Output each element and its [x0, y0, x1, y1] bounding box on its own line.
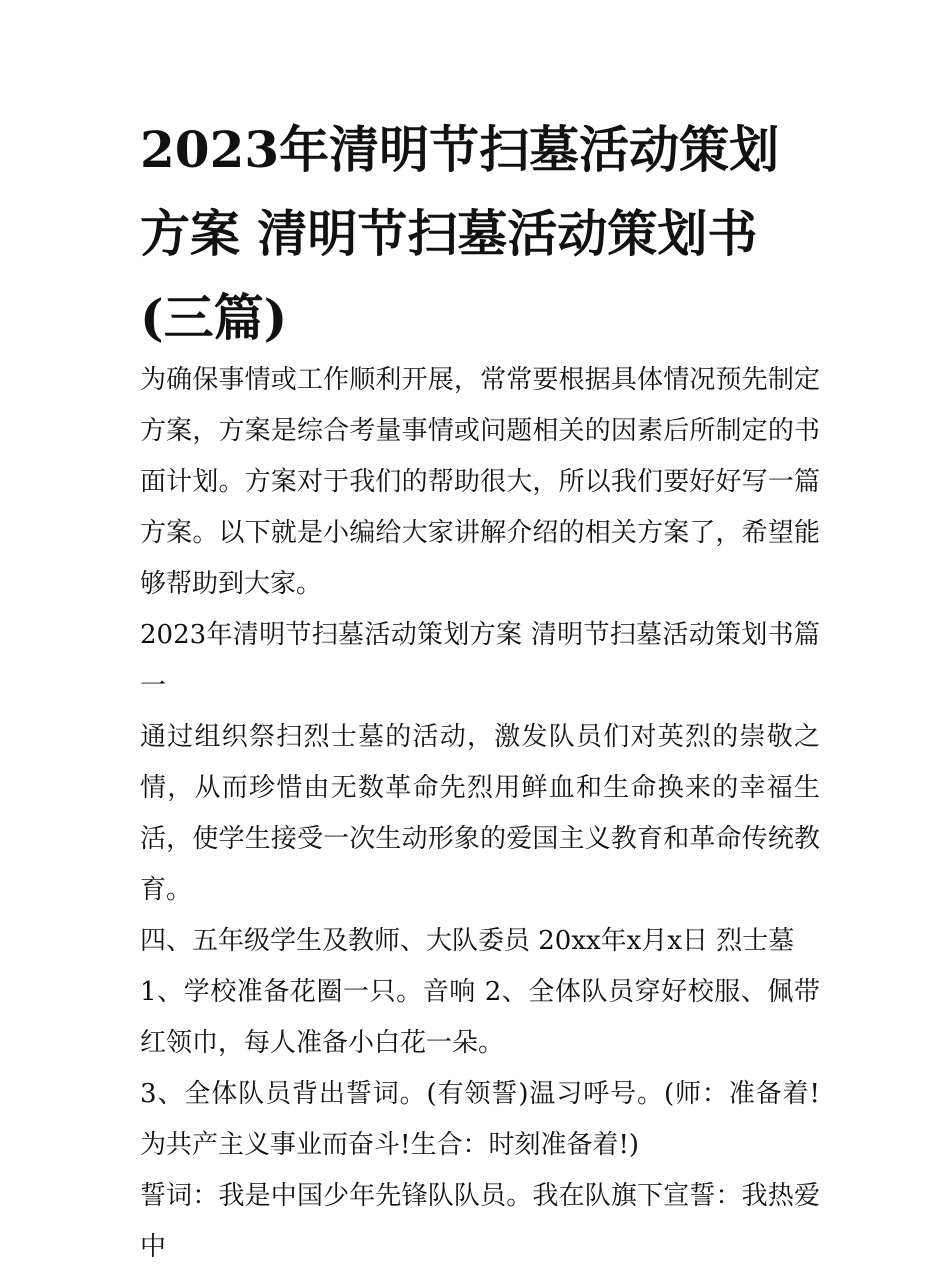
oath-paragraph: 誓词：我是中国少年先锋队队员。我在队旗下宣誓：我热爱中 — [140, 1181, 820, 1262]
document-body — [140, 355, 820, 1273]
purpose-paragraph: 通过组织祭扫烈士墓的活动，激发队员们对英烈的崇敬之情，从而珍惜由无数革命先烈用鲜血和生命换来的幸福生活，使学生接受一次生动形象的爱国主义教育和革命传统教育。 — [140, 722, 820, 905]
preparation-paragraph: 1、学校准备花圈一只。音响 2、全体队员穿好校服、佩带红领巾，每人准备小白花一朵。 — [140, 977, 820, 1058]
participants-paragraph: 四、五年级学生及教师、大队委员 20xx年x月x日 烈士墓 — [140, 926, 795, 956]
section-heading: 2023年清明节扫墓活动策划方案 清明节扫墓活动策划书篇一 — [140, 620, 820, 701]
oath-preparation-paragraph: 3、全体队员背出誓词。(有领誓)温习呼号。(师：准备着!为共产主义事业而奋斗!生合：时刻准备着!) — [140, 1079, 820, 1160]
intro-paragraph: 为确保事情或工作顺利开展，常常要根据具体情况预先制定方案，方案是综合考量事情或问题相关的因素后所制定的书面计划。方案对于我们的帮助很大，所以我们要好好写一篇方案。以下就是小编给大家讲解介绍的相关方案了，希望能够帮助到大家。 — [140, 365, 820, 599]
document-title: 2023年清明节扫墓活动策划方案 清明节扫墓活动策划书(三篇) — [140, 120, 780, 347]
